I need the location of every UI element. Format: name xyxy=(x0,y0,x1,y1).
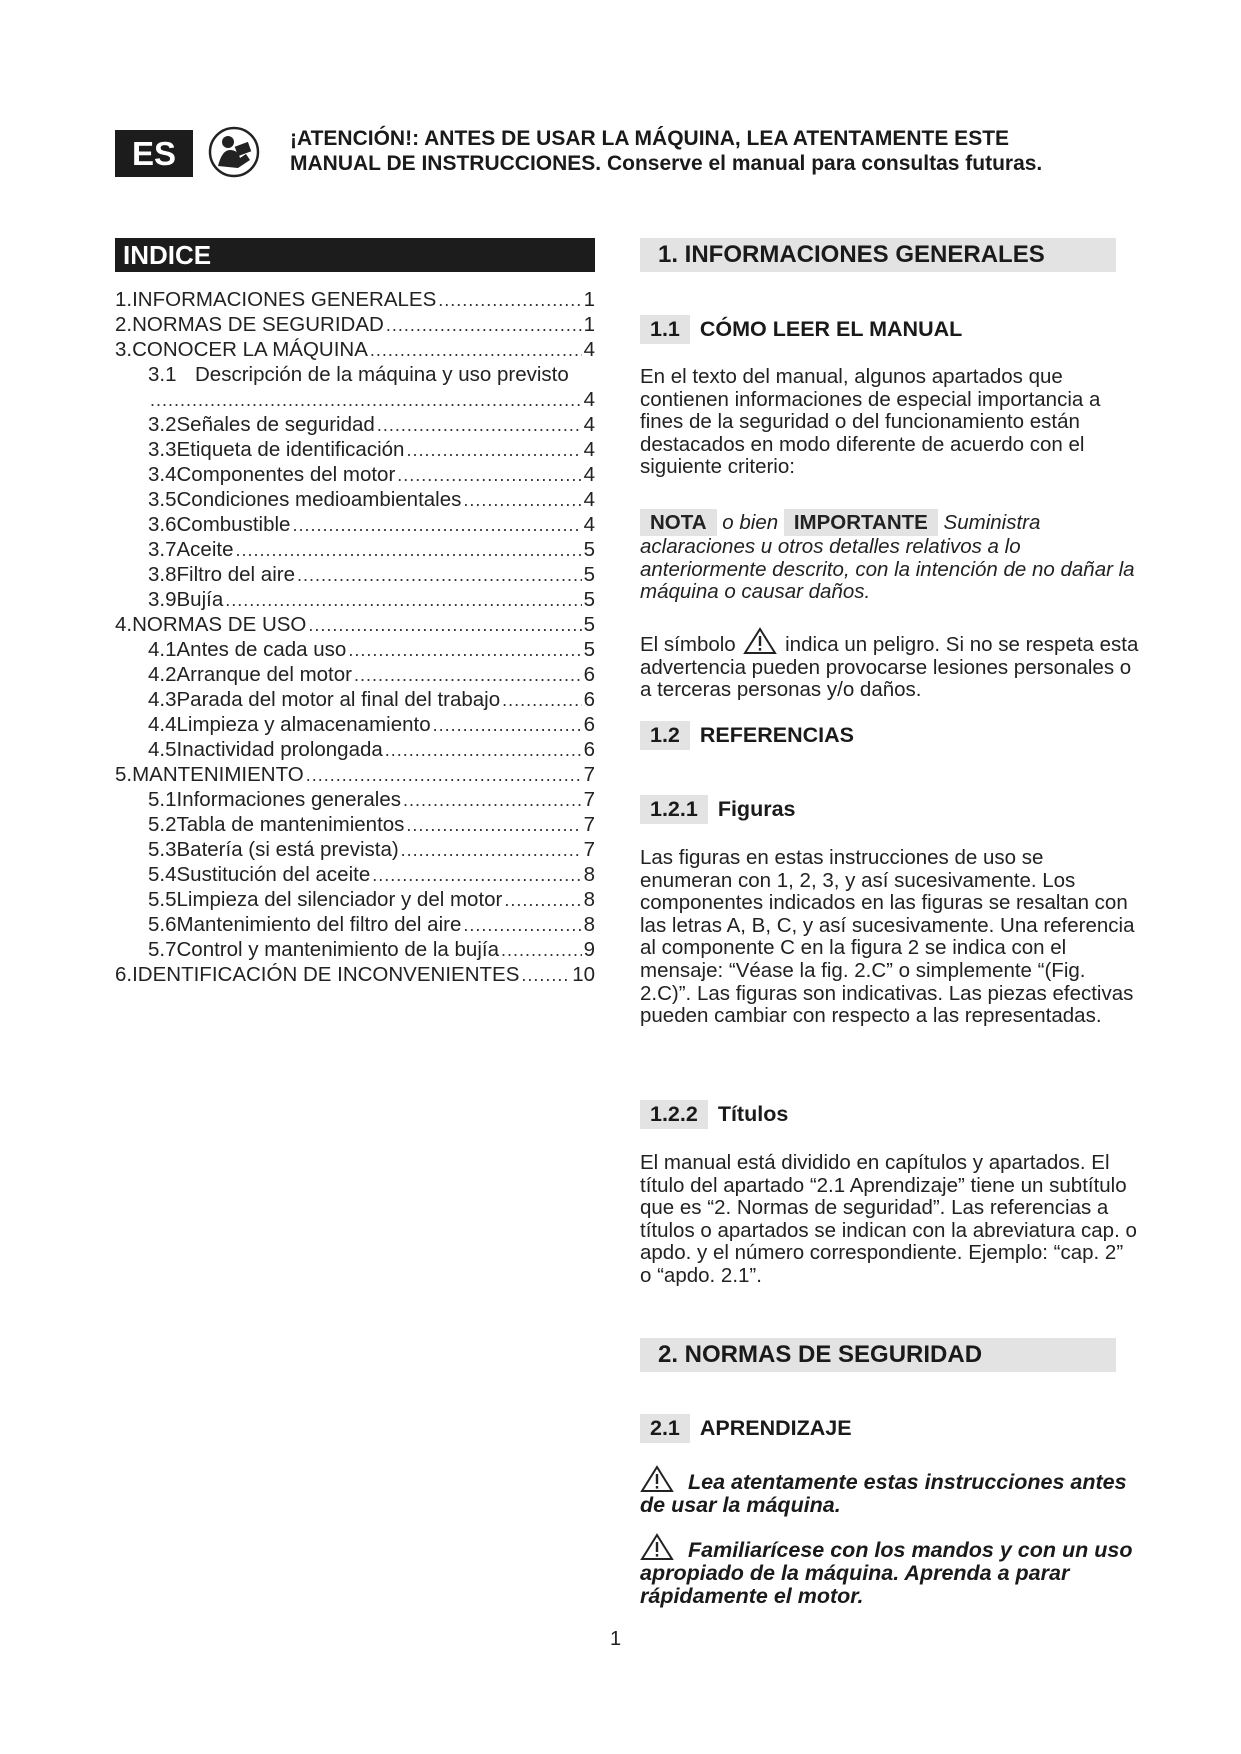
toc-entry xyxy=(115,462,595,487)
toc-entry-number: 3.5 xyxy=(148,488,177,511)
toc-entry-title: Arranque del motor xyxy=(176,663,352,686)
toc-entry-page: 7 xyxy=(583,788,595,811)
danger-symbol-paragraph xyxy=(640,627,1140,702)
toc-entry xyxy=(115,487,595,512)
toc-entry-number: 5.2 xyxy=(148,813,177,836)
toc-leader-dots xyxy=(463,487,581,512)
toc-entry-page: 4 xyxy=(583,388,595,411)
toc-entry xyxy=(115,737,595,762)
subsection-number: 1.2 xyxy=(640,721,690,750)
toc-entry xyxy=(115,962,595,987)
subsection-number: 1.2.1 xyxy=(640,795,708,824)
note-paragraph xyxy=(640,509,1140,604)
toc-entry-page: 6 xyxy=(583,688,595,711)
toc-entry xyxy=(115,537,595,562)
toc-entry-title: Limpieza y almacenamiento xyxy=(176,713,431,736)
toc-entry xyxy=(115,787,595,812)
toc-entry-page: 7 xyxy=(583,813,595,836)
toc-entry xyxy=(115,712,595,737)
toc-entry-title: MANTENIMIENTO xyxy=(132,763,304,786)
toc-entry xyxy=(115,512,595,537)
toc-entry-title: NORMAS DE SEGURIDAD xyxy=(132,313,384,336)
o-bien-text: o bien xyxy=(722,511,779,534)
toc-entry xyxy=(115,587,595,612)
toc-entry-number: 2. xyxy=(115,313,133,336)
toc-entry-title: Combustible xyxy=(176,513,291,536)
toc-entry xyxy=(115,612,595,637)
toc-entry-page: 7 xyxy=(583,763,595,786)
toc-leader-dots xyxy=(225,587,581,612)
toc-leader-dots xyxy=(501,937,582,962)
attention-warning xyxy=(290,126,1150,176)
subsection-title: Títulos xyxy=(717,1102,789,1126)
learning-warning-2 xyxy=(640,1533,1140,1608)
toc-entry-title: NORMAS DE USO xyxy=(132,613,307,636)
toc-entry xyxy=(115,562,595,587)
toc-entry-page: 4 xyxy=(583,338,595,361)
toc-entry-page: 5 xyxy=(583,588,595,611)
toc-entry-title: Condiciones medioambientales xyxy=(176,488,462,511)
importante-tag: IMPORTANTE xyxy=(784,509,938,536)
toc-entry-page: 4 xyxy=(583,463,595,486)
toc-entry xyxy=(115,312,595,337)
toc-entry-page: 4 xyxy=(583,513,595,536)
toc-entry-page: 9 xyxy=(583,938,595,961)
nota-text-start: Suministra xyxy=(943,511,1041,534)
toc-entry-page: 8 xyxy=(583,913,595,936)
toc-leader-dots xyxy=(235,537,581,562)
toc-entry-title: IDENTIFICACIÓN DE INCONVENIENTES xyxy=(132,963,520,986)
toc-entry-number: 3.9 xyxy=(148,588,177,611)
toc-entry-number: 3.7 xyxy=(148,538,177,561)
subsection-title: APRENDIZAJE xyxy=(699,1416,852,1440)
toc-entry-page: 10 xyxy=(572,963,595,986)
toc-entry-page: 6 xyxy=(583,738,595,761)
toc-entry-page: 5 xyxy=(583,538,595,561)
toc-entry-number: 5.1 xyxy=(148,788,177,811)
toc-leader-dots xyxy=(504,887,581,912)
toc-entry-title: Mantenimiento del filtro del aire xyxy=(176,913,462,936)
toc-entry xyxy=(115,337,595,362)
toc-leader-dots xyxy=(308,612,581,637)
toc-entry xyxy=(115,887,595,912)
toc-entry-title: Componentes del motor xyxy=(176,463,396,486)
toc-leader-dots xyxy=(386,312,582,337)
manual-reader-icon xyxy=(208,126,260,178)
subsection-2-1-heading xyxy=(640,1414,852,1443)
section-1-title: 1. INFORMACIONES GENERALES xyxy=(640,238,1116,272)
toc-leader-dots xyxy=(438,287,581,312)
warning-text: Lea atentamente estas instrucciones antes de usar la máquina. xyxy=(640,1470,1127,1517)
warning-text: Familiarícese con los mandos y con un uso apropiado de la máquina. Aprenda a parar rápidamente el motor. xyxy=(640,1538,1133,1608)
figures-paragraph: Las figuras en estas instrucciones de uso se enumeran con 1, 2, 3, y así sucesivamente. Los componentes indicados en las figuras se resaltan con las letras A, B, C, y así sucesivamente. Una referencia al componente C en la figura 2 se indica con el mensaje: “Véase la fig. 2.C” o simplemente “(Fig. 2.C)”. Las figuras son indicativas. Las piezas efectivas pueden cambiar con respecto a las representadas. xyxy=(640,846,1135,1028)
toc-entry-title: Antes de cada uso xyxy=(176,638,347,661)
toc-entry-number: 3. xyxy=(115,338,133,361)
toc-entry-number: 3.1 xyxy=(148,363,177,386)
toc-entry xyxy=(115,937,595,962)
toc-leader-dots xyxy=(406,437,581,462)
subsection-1-1-heading xyxy=(640,315,962,344)
subsection-number: 2.1 xyxy=(640,1414,690,1443)
attention-line-2: MANUAL DE INSTRUCCIONES. Conserve el manual para consultas futuras. xyxy=(290,152,1043,175)
toc-entry-title: Señales de seguridad xyxy=(176,413,375,436)
toc-leader-dots xyxy=(150,387,582,412)
toc-leader-dots xyxy=(297,562,582,587)
toc-entry-number: 3.3 xyxy=(148,438,177,461)
toc-entry-continuation xyxy=(115,387,595,412)
toc-leader-dots xyxy=(292,512,581,537)
toc-entry-title: Inactividad prolongada xyxy=(176,738,383,761)
toc-entry-number: 3.4 xyxy=(148,463,177,486)
toc-entry-title: CONOCER LA MÁQUINA xyxy=(132,338,368,361)
toc-entry-number: 6. xyxy=(115,963,133,986)
toc-entry-page: 4 xyxy=(583,413,595,436)
toc-leader-dots xyxy=(306,762,582,787)
subsection-1-2-heading xyxy=(640,721,854,750)
toc-entry xyxy=(115,437,595,462)
toc-entry-title: Parada del motor al final del trabajo xyxy=(176,688,501,711)
toc-entry xyxy=(115,912,595,937)
learning-warning-1 xyxy=(640,1465,1140,1517)
subsection-title: Figuras xyxy=(717,797,796,821)
index-title: INDICE xyxy=(115,238,595,272)
toc-leader-dots xyxy=(401,837,582,862)
toc-entry-number: 5.5 xyxy=(148,888,177,911)
toc-entry-number: 4.1 xyxy=(148,638,177,661)
toc-leader-dots xyxy=(463,912,581,937)
toc-entry xyxy=(115,412,595,437)
titles-paragraph: El manual está dividido en capítulos y apartados. El título del apartado “2.1 Aprendizaje” tiene un subtítulo que es “2. Normas de seguridad”. Las referencias a títulos o apartados se indican con la abreviatura cap. o apdo. y el número correspondiente. Ejemplo: “cap. 2” o “apdo. 2.1”. xyxy=(640,1151,1137,1287)
toc-entry-page: 4 xyxy=(583,488,595,511)
page-number: 1 xyxy=(610,1628,622,1650)
symbol-text-before: El símbolo xyxy=(640,633,736,656)
language-badge: ES xyxy=(115,130,193,177)
toc-entry-page: 5 xyxy=(583,563,595,586)
toc-entry xyxy=(115,662,595,687)
toc-entry-page: 6 xyxy=(583,713,595,736)
toc-leader-dots xyxy=(403,787,582,812)
toc-entry-number: 5.4 xyxy=(148,863,177,886)
toc-entry-number: 3.2 xyxy=(148,413,177,436)
toc-leader-dots xyxy=(370,337,582,362)
toc-entry-number: 5.3 xyxy=(148,838,177,861)
table-of-contents xyxy=(115,287,595,987)
toc-entry-page: 5 xyxy=(583,613,595,636)
toc-leader-dots xyxy=(406,812,581,837)
subsection-1-2-1-heading xyxy=(640,795,795,824)
toc-entry-number: 3.6 xyxy=(148,513,177,536)
toc-entry-page: 6 xyxy=(583,663,595,686)
toc-entry-number: 4.3 xyxy=(148,688,177,711)
toc-entry xyxy=(115,362,595,387)
toc-entry xyxy=(115,287,595,312)
warning-triangle-icon xyxy=(640,1533,674,1561)
toc-entry-title: Batería (si está prevista) xyxy=(176,838,399,861)
toc-entry-title: Aceite xyxy=(176,538,234,561)
toc-entry xyxy=(115,862,595,887)
toc-entry-number: 4.4 xyxy=(148,713,177,736)
section-2-title: 2. NORMAS DE SEGURIDAD xyxy=(640,1338,1116,1372)
toc-entry-number: 3.8 xyxy=(148,563,177,586)
toc-entry-number: 5.7 xyxy=(148,938,177,961)
toc-leader-dots xyxy=(397,462,581,487)
nota-text-rest: aclaraciones u otros detalles relativos a lo anteriormente descrito, con la intención de no dañar la máquina o causar daños. xyxy=(640,535,1135,604)
warning-triangle-icon xyxy=(640,1465,674,1493)
symbol-text-after: indica un peligro. Si no se respeta esta advertencia pueden provocarse lesiones personales o a terceras personas y/o daños. xyxy=(640,633,1139,702)
toc-entry-page: 1 xyxy=(583,288,595,311)
toc-entry-page: 5 xyxy=(583,638,595,661)
toc-leader-dots xyxy=(372,862,581,887)
how-to-read-paragraph: En el texto del manual, algunos apartados que contienen informaciones de especial importancia a fines de la seguridad o del funcionamiento están destacados en modo diferente de acuerdo con el siguiente criterio: xyxy=(640,365,1101,479)
toc-entry-number: 5. xyxy=(115,763,133,786)
toc-leader-dots xyxy=(354,662,582,687)
toc-entry-title: Sustitución del aceite xyxy=(176,863,371,886)
toc-leader-dots xyxy=(521,962,570,987)
toc-entry-page: 1 xyxy=(583,313,595,336)
toc-entry-number: 4.5 xyxy=(148,738,177,761)
toc-leader-dots xyxy=(348,637,581,662)
toc-entry xyxy=(115,812,595,837)
toc-entry-number: 1. xyxy=(115,288,133,311)
toc-entry-title: Control y mantenimiento de la bujía xyxy=(176,938,499,961)
toc-entry-title: Filtro del aire xyxy=(176,563,295,586)
toc-entry-title: Limpieza del silenciador y del motor xyxy=(176,888,503,911)
toc-entry-title: INFORMACIONES GENERALES xyxy=(132,288,437,311)
toc-entry-page: 4 xyxy=(583,438,595,461)
toc-leader-dots xyxy=(502,687,581,712)
toc-leader-dots xyxy=(433,712,582,737)
toc-entry-number: 4. xyxy=(115,613,133,636)
toc-entry-number: 5.6 xyxy=(148,913,177,936)
toc-entry-title: Descripción de la máquina y uso previsto xyxy=(195,363,569,386)
toc-leader-dots xyxy=(377,412,582,437)
toc-entry xyxy=(115,687,595,712)
toc-entry-title: Etiqueta de identificación xyxy=(176,438,405,461)
subsection-number: 1.2.2 xyxy=(640,1100,708,1129)
toc-entry xyxy=(115,837,595,862)
toc-entry-number: 4.2 xyxy=(148,663,177,686)
subsection-title: REFERENCIAS xyxy=(699,723,854,747)
toc-leader-dots xyxy=(385,737,582,762)
attention-line-1: ¡ATENCIÓN!: ANTES DE USAR LA MÁQUINA, LEA ATENTAMENTE ESTE xyxy=(290,127,1010,150)
toc-entry-title: Tabla de mantenimientos xyxy=(176,813,405,836)
toc-entry-title: Informaciones generales xyxy=(176,788,401,811)
toc-entry-page: 7 xyxy=(583,838,595,861)
subsection-1-2-2-heading xyxy=(640,1100,788,1129)
nota-tag: NOTA xyxy=(640,509,717,536)
toc-entry-page: 8 xyxy=(583,888,595,911)
toc-entry xyxy=(115,762,595,787)
warning-triangle-icon xyxy=(743,627,777,655)
subsection-title: CÓMO LEER EL MANUAL xyxy=(699,317,963,341)
toc-entry xyxy=(115,637,595,662)
toc-entry-page: 8 xyxy=(583,863,595,886)
subsection-number: 1.1 xyxy=(640,315,690,344)
toc-entry-title: Bujía xyxy=(176,588,224,611)
